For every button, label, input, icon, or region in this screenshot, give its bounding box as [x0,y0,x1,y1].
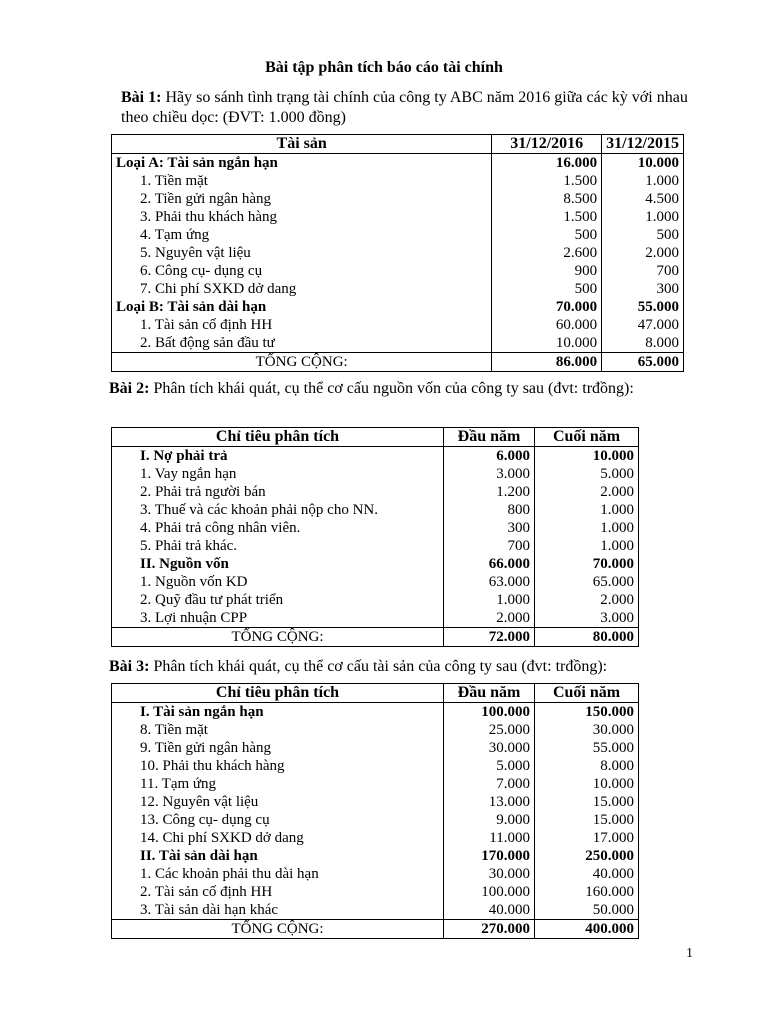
row-label: 5. Nguyên vật liệu [112,244,492,262]
value-end: 250.000 [585,848,634,864]
column-header: Tài sản [112,135,492,154]
value-end: 55.000 [592,740,634,756]
value-start: 30.000 [444,865,535,883]
row-label: 7. Chi phí SXKD dở dang [112,280,492,298]
table-row [112,172,684,190]
table-row [112,208,684,226]
value-start: 1.000 [444,591,535,609]
table-row [112,901,639,920]
exercise-3-text: Phân tích khái quát, cụ thể cơ cấu tài sản của công ty sau (đvt: trđồng): [149,658,608,675]
row-label: I. Tài sản ngắn hạn [112,703,444,722]
value-start: 700 [444,537,535,555]
value-start: 5.000 [444,757,535,775]
value-start: 1.500 [492,208,602,226]
value-end: 17.000 [592,830,634,846]
value-end: 1.000 [600,538,634,554]
table-row [112,591,639,609]
value-start: 13.000 [444,793,535,811]
row-label: Loại A: Tài sản ngắn hạn [112,154,492,173]
value-end: 2.000 [600,592,634,608]
value-start: 3.000 [444,465,535,483]
table-row [112,829,639,847]
table-row [112,244,684,262]
column-header: Đầu năm [444,428,535,447]
row-label: 1. Vay ngắn hạn [112,465,444,483]
value-end: 5.000 [600,466,634,482]
value-end: 40.000 [592,866,634,882]
value-end: 3.000 [600,610,634,626]
value-end: 2.000 [600,484,634,500]
row-label: 3. Tài sản dài hạn khác [112,901,444,920]
total-end: 80.000 [535,628,639,647]
row-label: 13. Công cụ- dụng cụ [112,811,444,829]
row-label: 3. Lợi nhuận CPP [112,609,444,628]
table-row [112,757,639,775]
row-label: 5. Phải trả khác. [112,537,444,555]
value-start: 11.000 [444,829,535,847]
value-start: 25.000 [444,721,535,739]
value-start: 16.000 [492,154,602,173]
row-label: I. Nợ phải trả [112,447,444,466]
table-row [112,537,639,555]
table-row [112,793,639,811]
row-label: Loại B: Tài sản dài hạn [112,298,492,316]
row-label: 11. Tạm ứng [112,775,444,793]
exercise-1-label: Bài 1: [121,89,162,106]
column-header: Đầu năm [444,684,535,703]
row-label: 6. Công cụ- dụng cụ [112,262,492,280]
exercise-1-text: Hãy so sánh tình trạng tài chính của công ty ABC năm 2016 giữa các kỳ với nhau theo chiều dọc: (ĐVT: 1.000 đồng) [121,89,688,126]
table-row [112,609,639,628]
exercise-2-label: Bài 2: [109,380,150,397]
table-row [112,555,639,573]
table-row [112,483,639,501]
value-end: 2.000 [645,245,679,261]
value-end: 300 [656,281,679,297]
column-header: Cuối năm [535,684,639,703]
table-row [112,811,639,829]
table-row [112,316,684,334]
capital-structure-table [111,427,639,647]
total-row [112,628,639,647]
value-start: 100.000 [444,883,535,901]
exercise-1-prompt [121,88,701,128]
row-label: 4. Phải trả công nhân viên. [112,519,444,537]
table-header-row [112,428,639,447]
row-label: 1. Các khoản phải thu dài hạn [112,865,444,883]
row-label: 8. Tiền mặt [112,721,444,739]
value-end: 10.000 [592,776,634,792]
row-label: 14. Chi phí SXKD dở dang [112,829,444,847]
total-start: 86.000 [492,353,602,372]
table-header-row [112,684,639,703]
total-start: 72.000 [444,628,535,647]
value-start: 100.000 [444,703,535,722]
row-label: 4. Tạm ứng [112,226,492,244]
value-end: 700 [656,263,679,279]
table-row [112,280,684,298]
value-end: 70.000 [592,556,634,572]
row-label: 2. Tiền gửi ngân hàng [112,190,492,208]
value-start: 300 [444,519,535,537]
table-row [112,334,684,353]
total-label: TỔNG CỘNG: [112,353,492,372]
total-label: TỔNG CỘNG: [112,628,444,647]
exercise-3-label: Bài 3: [109,658,150,675]
value-start: 900 [492,262,602,280]
row-label: 1. Tiền mặt [112,172,492,190]
row-label: 1. Tài sản cố định HH [112,316,492,334]
value-start: 500 [492,280,602,298]
value-start: 1.200 [444,483,535,501]
asset-structure-table [111,683,639,939]
total-end: 65.000 [602,353,684,372]
table-row [112,883,639,901]
column-header: 31/12/2015 [602,135,684,154]
total-label: TỔNG CỘNG: [112,920,444,939]
table-row [112,519,639,537]
value-end: 1.000 [600,502,634,518]
table-row [112,262,684,280]
row-label: 1. Nguồn vốn KD [112,573,444,591]
value-end: 65.000 [592,574,634,590]
value-end: 1.000 [645,209,679,225]
value-start: 800 [444,501,535,519]
row-label: II. Tài sản dài hạn [112,847,444,865]
value-end: 500 [656,227,679,243]
value-start: 63.000 [444,573,535,591]
value-end: 4.500 [645,191,679,207]
total-row [112,353,684,372]
value-end: 15.000 [592,812,634,828]
table-row [112,190,684,208]
row-label: 3. Thuế và các khoản phải nộp cho NN. [112,501,444,519]
value-end: 8.000 [600,758,634,774]
row-label: 9. Tiền gửi ngân hàng [112,739,444,757]
table-row [112,847,639,865]
value-end: 10.000 [592,448,634,464]
total-start: 270.000 [444,920,535,939]
exercise-3-prompt [109,657,695,677]
value-end: 1.000 [600,520,634,536]
page-title: Bài tập phân tích báo cáo tài chính [265,59,503,76]
value-end: 1.000 [645,173,679,189]
table-row [112,721,639,739]
total-end: 400.000 [535,920,639,939]
assets-table [111,134,684,372]
value-start: 70.000 [492,298,602,316]
value-start: 2.600 [492,244,602,262]
total-row [112,920,639,939]
row-label: 2. Bất động sản đầu tư [112,334,492,353]
value-end: 30.000 [592,722,634,738]
table-row [112,739,639,757]
table-row [112,703,639,722]
table-row [112,447,639,466]
column-header: 31/12/2016 [492,135,602,154]
exercise-2-prompt [109,379,695,399]
value-end: 15.000 [592,794,634,810]
value-start: 60.000 [492,316,602,334]
column-header: Chỉ tiêu phân tích [112,428,444,447]
page-number: 1 [686,946,693,961]
table-row [112,298,684,316]
table-row [112,865,639,883]
value-end: 10.000 [637,155,679,171]
value-end: 50.000 [592,902,634,918]
value-start: 500 [492,226,602,244]
column-header: Cuối năm [535,428,639,447]
exercise-2-text: Phân tích khái quát, cụ thể cơ cấu nguồn vốn của công ty sau (đvt: trđồng): [149,380,634,397]
row-label: 2. Tài sản cố định HH [112,883,444,901]
value-start: 10.000 [492,334,602,353]
value-end: 47.000 [637,317,679,333]
value-start: 66.000 [444,555,535,573]
row-label: II. Nguồn vốn [112,555,444,573]
value-start: 8.500 [492,190,602,208]
value-start: 2.000 [444,609,535,628]
row-label: 12. Nguyên vật liệu [112,793,444,811]
value-end: 150.000 [585,704,634,720]
row-label: 10. Phải thu khách hàng [112,757,444,775]
table-row [112,154,684,173]
value-start: 9.000 [444,811,535,829]
table-row [112,775,639,793]
table-row [112,501,639,519]
column-header: Chỉ tiêu phân tích [112,684,444,703]
value-end: 55.000 [637,299,679,315]
value-start: 7.000 [444,775,535,793]
row-label: 2. Quỹ đầu tư phát triển [112,591,444,609]
table-row [112,465,639,483]
value-start: 40.000 [444,901,535,920]
table-header-row [112,135,684,154]
value-start: 30.000 [444,739,535,757]
value-start: 1.500 [492,172,602,190]
value-end: 8.000 [645,335,679,351]
value-start: 170.000 [444,847,535,865]
value-start: 6.000 [444,447,535,466]
row-label: 3. Phải thu khách hàng [112,208,492,226]
row-label: 2. Phải trả người bán [112,483,444,501]
value-end: 160.000 [585,884,634,900]
table-row [112,226,684,244]
table-row [112,573,639,591]
